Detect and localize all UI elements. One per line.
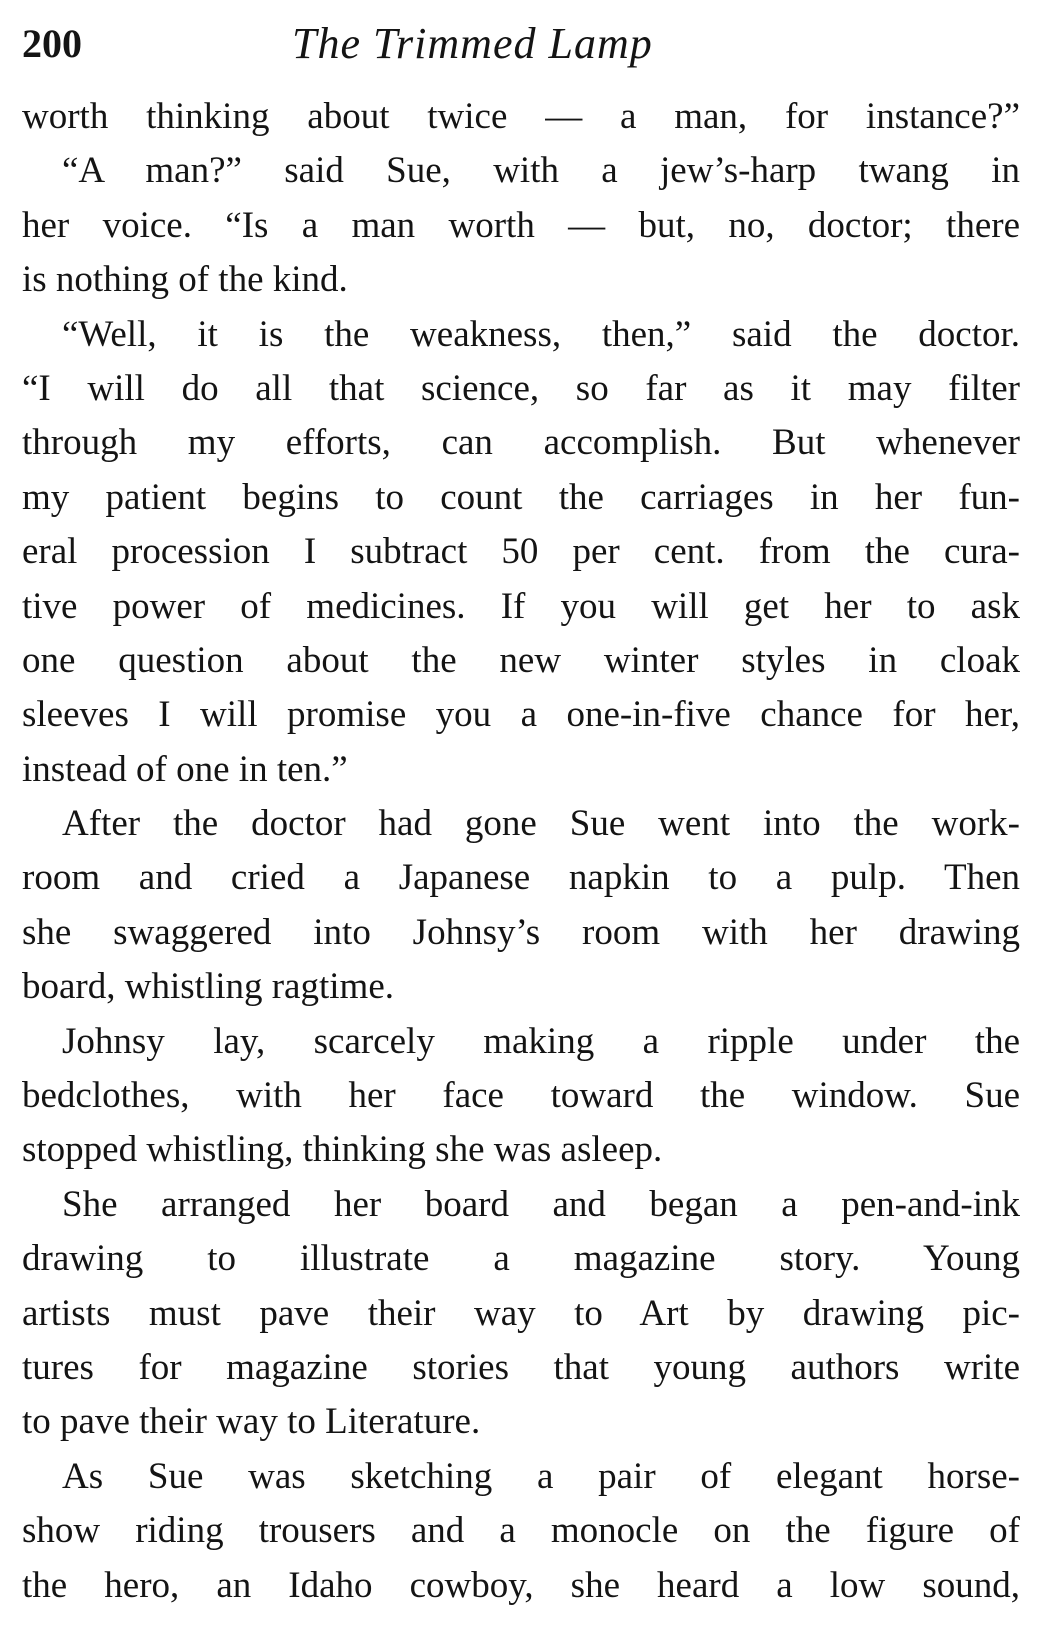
text-line: show riding trousers and a monocle on the figure of xyxy=(22,1510,1020,1552)
text-line: she swaggered into Johnsy’s room with her drawing xyxy=(22,911,1020,953)
running-head xyxy=(22,6,1020,86)
text-line: room and cried a Japanese napkin to a pulp. Then xyxy=(22,857,1020,899)
running-title: The Trimmed Lamp xyxy=(292,19,653,68)
text-line: her voice. “Is a man worth — but, no, doctor; there xyxy=(22,204,1020,246)
text-line: As Sue was sketching a pair of elegant horse- xyxy=(62,1455,1020,1497)
text-line: artists must pave their way to Art by drawing pic- xyxy=(22,1292,1020,1334)
text-line: After the doctor had gone Sue went into the work- xyxy=(62,803,1020,845)
text-line: to pave their way to Literature. xyxy=(22,1401,481,1443)
text-line: tive power of medicines. If you will get her to ask xyxy=(22,585,1020,627)
text-line: my patient begins to count the carriages in her fun- xyxy=(22,476,1020,518)
page-number: 200 xyxy=(22,21,82,66)
text-line: “A man?” said Sue, with a jew’s-harp twang in xyxy=(62,150,1020,192)
text-line: eral procession I subtract 50 per cent. from the cura- xyxy=(22,531,1020,573)
text-line: drawing to illustrate a magazine story. Young xyxy=(22,1238,1020,1280)
text-line: “I will do all that science, so far as it may filter xyxy=(22,367,1020,409)
text-line: worth thinking about twice — a man, for instance?” xyxy=(22,96,1020,137)
body-text xyxy=(22,90,1020,1613)
text-line: Johnsy lay, scarcely making a ripple under the xyxy=(62,1020,1020,1062)
text-line: tures for magazine stories that young authors write xyxy=(22,1346,1020,1388)
text-line: through my efforts, can accomplish. But whenever xyxy=(22,422,1020,464)
text-line: is nothing of the kind. xyxy=(22,259,348,301)
text-line: sleeves I will promise you a one-in-five chance for her, xyxy=(22,694,1020,736)
text-line: board, whistling ragtime. xyxy=(22,966,394,1008)
text-line: one question about the new winter styles in cloak xyxy=(22,639,1020,681)
text-line: instead of one in ten.” xyxy=(22,748,348,790)
text-line: bedclothes, with her face toward the window. Sue xyxy=(22,1075,1020,1117)
text-line: “Well, it is the weakness, then,” said the doctor. xyxy=(62,313,1020,355)
text-line: stopped whistling, thinking she was asleep. xyxy=(22,1129,663,1171)
text-line: the hero, an Idaho cowboy, she heard a low sound, xyxy=(22,1564,1020,1606)
text-line: She arranged her board and began a pen-and-ink xyxy=(62,1183,1020,1225)
